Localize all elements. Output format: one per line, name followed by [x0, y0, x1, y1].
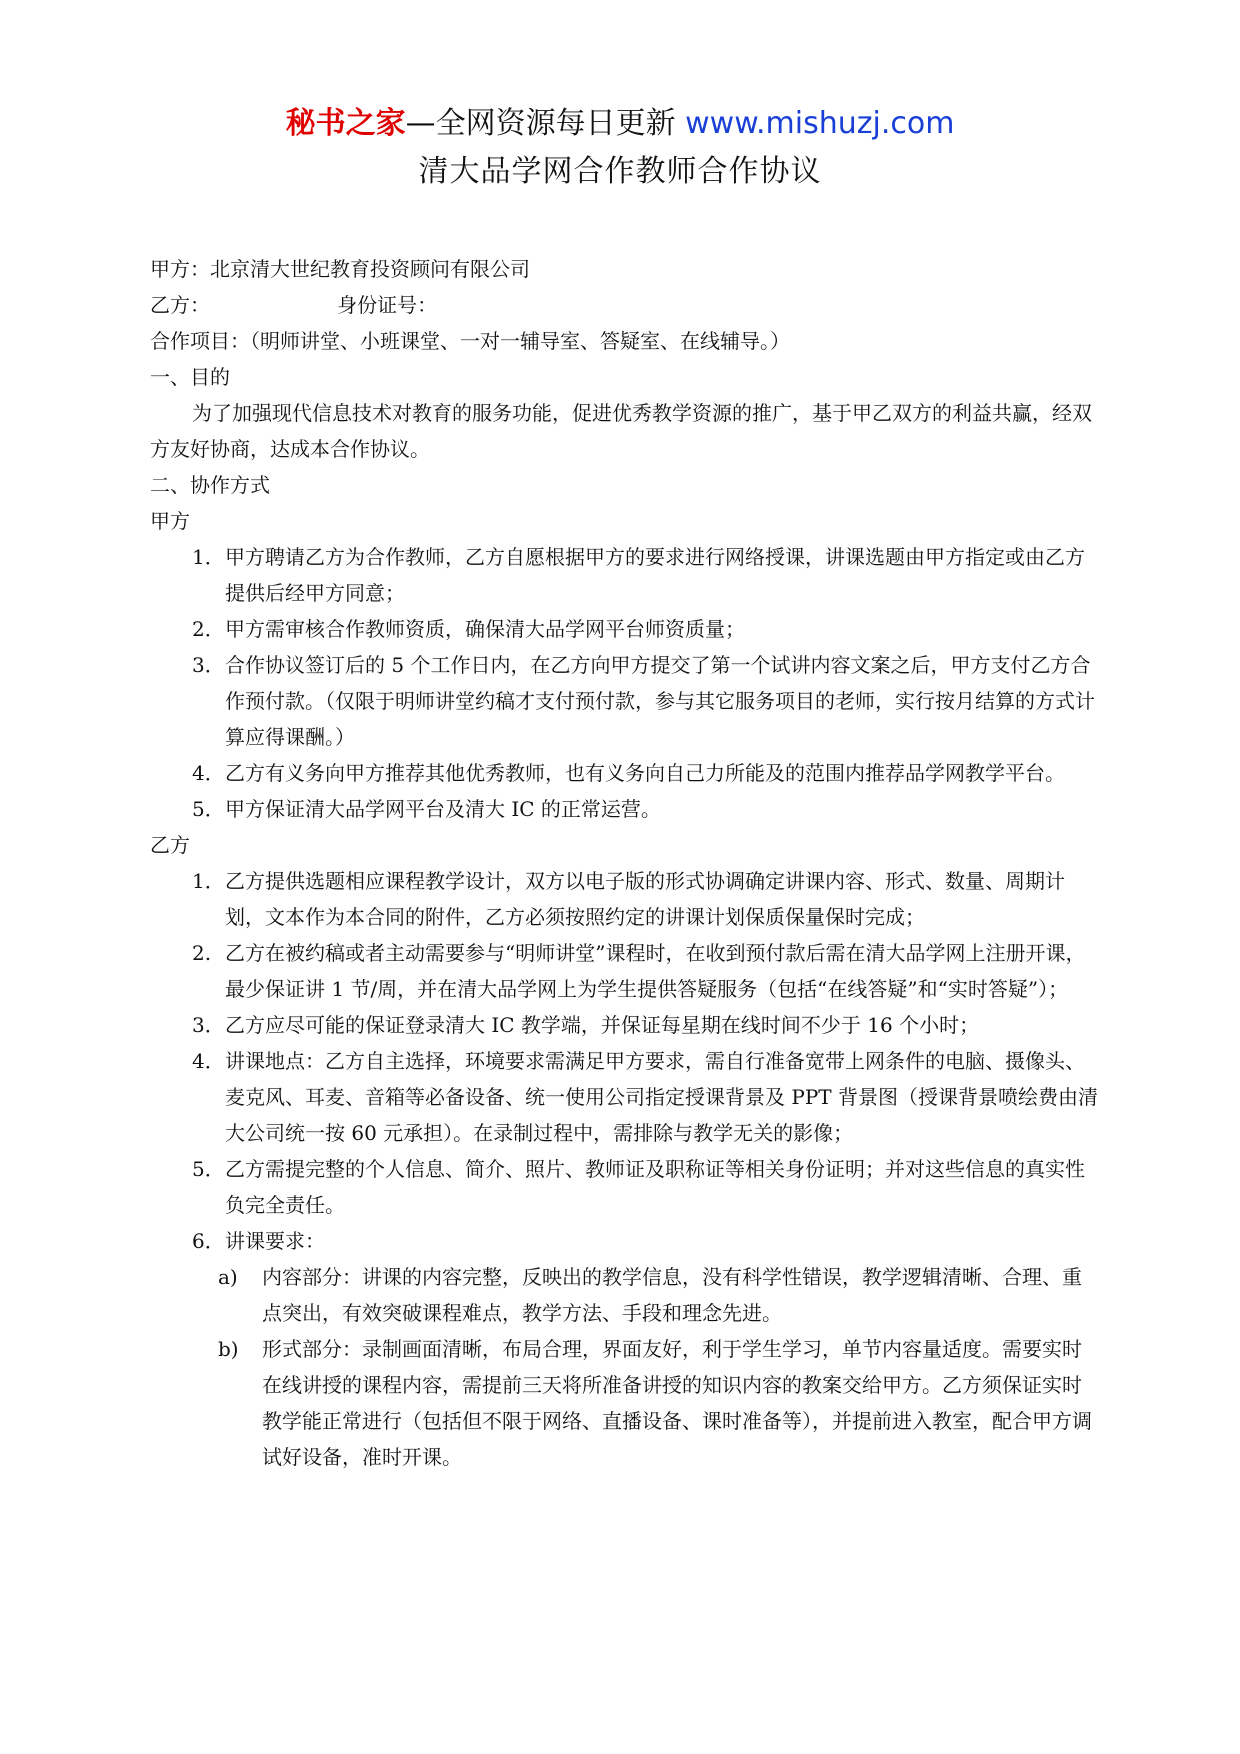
- list-item: [150, 863, 1100, 935]
- sub-list-letter: b): [218, 1337, 239, 1361]
- party-b-label: 乙方: [150, 833, 190, 857]
- list-number: 2.: [192, 941, 212, 965]
- site-banner: [0, 104, 1240, 144]
- list-text: 乙方在被约稿或者主动需要参与“明师讲堂”课程时，在收到预付款后需在清大品学网上注册开课，最少保证讲 1 节/周，并在清大品学网上为学生提供答疑服务（包括“在线答疑”和“实时答疑”）；: [225, 941, 1086, 1001]
- list-item: [150, 611, 1100, 647]
- list-number: 4．: [192, 1049, 225, 1073]
- list-item: [150, 539, 1100, 611]
- list-item: [150, 1043, 1100, 1151]
- list-item: [150, 1151, 1100, 1223]
- sub-list-text: 形式部分：录制画面清晰，布局合理，界面友好，利于学生学习，单节内容量适度。需要实时在线讲授的课程内容，需提前三天将所准备讲授的知识内容的教案交给甲方。乙方须保证实时教学能正常进行（包括但不限于网络、直播设备、课时准备等），并提前进入教室，配合甲方调试好设备，准时开课。: [262, 1337, 1092, 1469]
- list-number: 5．: [192, 1157, 225, 1181]
- document-title: 清大品学网合作教师合作协议: [418, 154, 822, 189]
- banner-url-link[interactable]: www.mishuzj.com: [685, 106, 955, 141]
- party-b-line: 乙方： 身份证号：: [150, 293, 438, 317]
- sub-list-item: [150, 1331, 1100, 1475]
- party-a-label: 甲方: [150, 509, 190, 533]
- section1-heading: 一、目的: [150, 365, 230, 389]
- list-item: [150, 791, 1100, 827]
- list-number: 1．: [192, 869, 225, 893]
- party-a-list: [150, 539, 1100, 827]
- section1-paragraph: 为了加强现代信息技术对教育的服务功能，促进优秀教学资源的推广，基于甲乙双方的利益共赢，经双方友好协商，达成本合作协议。: [150, 401, 1092, 461]
- list-number: 5．: [192, 797, 225, 821]
- sub-list-text: 内容部分：讲课的内容完整，反映出的教学信息，没有科学性错误，教学逻辑清晰、合理、重点突出，有效突破课程难点，教学方法、手段和理念先进。: [262, 1265, 1082, 1325]
- project-line: 合作项目：（明师讲堂、小班课堂、一对一辅导室、答疑室、在线辅导。）: [150, 329, 790, 353]
- list-number: 4．: [192, 761, 225, 785]
- sub-list-item: [150, 1259, 1100, 1331]
- list-text: 合作协议签订后的 5 个工作日内，在乙方向甲方提交了第一个试讲内容文案之后，甲方支付乙方合作预付款。（仅限于明师讲堂约稿才支付预付款，参与其它服务项目的老师，实行按月结算的方式计算应得课酬。）: [225, 653, 1095, 749]
- list-item: [150, 1007, 1100, 1043]
- document-body: [150, 251, 1100, 1475]
- list-number: 2．: [192, 617, 225, 641]
- list-text: 讲课要求：: [225, 1229, 325, 1253]
- list-text: 乙方提供选题相应课程教学设计，双方以电子版的形式协调确定讲课内容、形式、数量、周期计划，文本作为本合同的附件，乙方必须按照约定的讲课计划保质保量保时完成；: [225, 869, 1065, 929]
- list-number: 6．: [192, 1229, 225, 1253]
- requirements-list: [150, 1259, 1100, 1475]
- list-item: [150, 755, 1100, 791]
- party-a-line: 甲方：北京清大世纪教育投资顾问有限公司: [150, 257, 530, 281]
- party-b-list: [150, 863, 1100, 1259]
- list-text: 甲方需审核合作教师资质，确保清大品学网平台师资质量；: [225, 617, 745, 641]
- list-number: 1．: [192, 545, 225, 569]
- list-text: 乙方需提完整的个人信息、简介、照片、教师证及职称证等相关身份证明；并对这些信息的真实性负完全责任。: [225, 1157, 1085, 1217]
- list-item: [150, 1223, 1100, 1259]
- list-item: [150, 647, 1100, 755]
- list-item: [150, 935, 1100, 1007]
- banner-site-name: 秘书之家: [285, 106, 406, 141]
- section2-heading: 二、协作方式: [150, 473, 270, 497]
- list-text: 甲方聘请乙方为合作教师，乙方自愿根据甲方的要求进行网络授课，讲课选题由甲方指定或由乙方提供后经甲方同意；: [225, 545, 1085, 605]
- list-text: 乙方有义务向甲方推荐其他优秀教师，也有义务向自己力所能及的范围内推荐品学网教学平台。: [225, 761, 1065, 785]
- banner-slogan: —全网资源每日更新: [405, 106, 686, 141]
- list-text: 乙方应尽可能的保证登录清大 IC 教学端，并保证每星期在线时间不少于 16 个小时；: [225, 1013, 980, 1037]
- sub-list-letter: a): [218, 1265, 238, 1289]
- list-number: 3．: [192, 653, 225, 677]
- list-text: 甲方保证清大品学网平台及清大 IC 的正常运营。: [225, 797, 661, 821]
- list-number: 3．: [192, 1013, 225, 1037]
- list-text: 讲课地点：乙方自主选择，环境要求需满足甲方要求，需自行准备宽带上网条件的电脑、摄像头、麦克风、耳麦、音箱等必备设备、统一使用公司指定授课背景及 PPT 背景图（授课背景喷绘费由清大公司统一按 60 元承担）。在录制过程中，需排除与教学无关的影像；: [225, 1049, 1098, 1145]
